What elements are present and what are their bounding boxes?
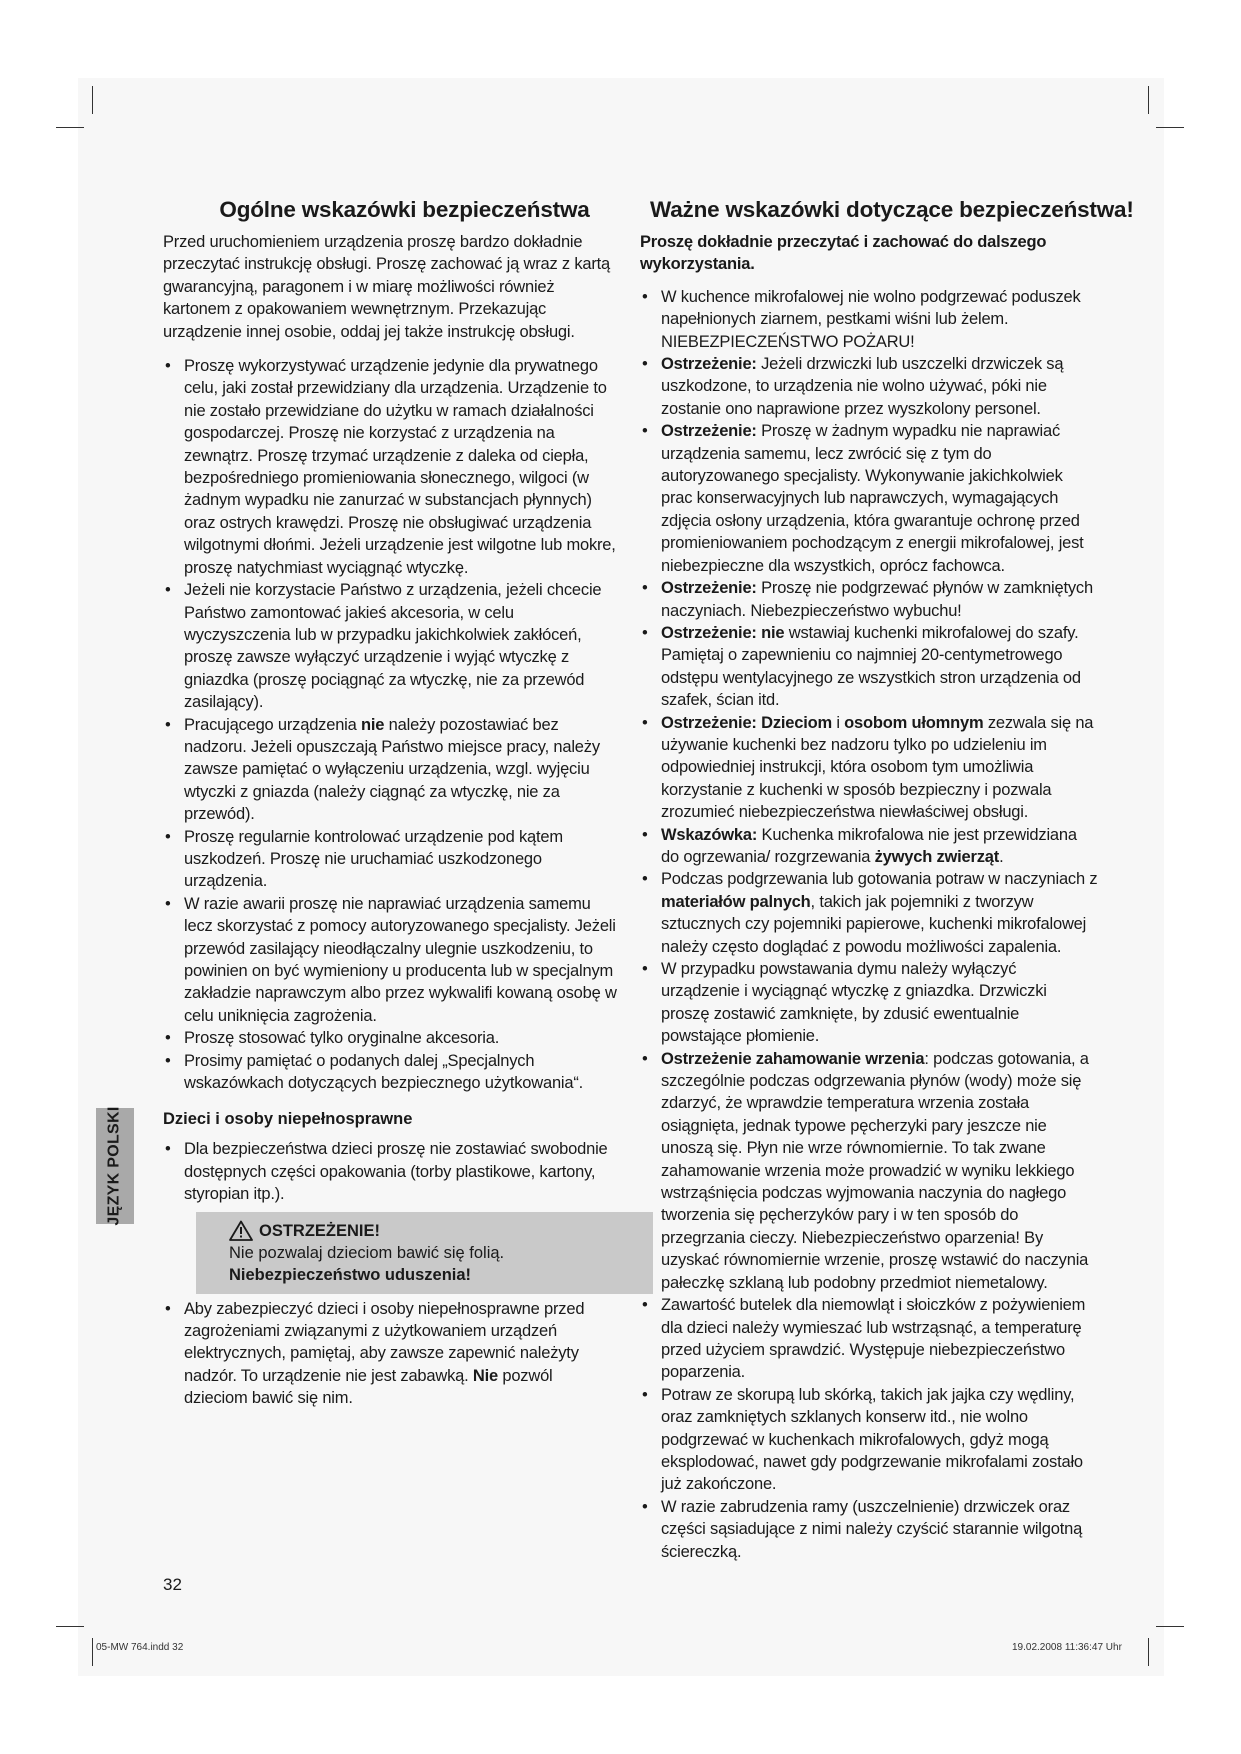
list-item: • Proszę stosować tylko oryginalne akcesoria. <box>163 1027 620 1049</box>
list-item: • Prosimy pamiętać o podanych dalej „Specjalnych wskazówkach dotyczących bezpiecznego użytkowania“. <box>163 1050 620 1095</box>
list-item: • W razie awarii proszę nie naprawiać urządzenia samemu lecz skorzystać z pomocy autoryzowanego specjalisty. Jeżeli przewód zasilający nieodłączalny ulegnie uszkodzeniu, to powinien on być wymieniony u producenta lub w specjalnym zakładzie naprawczym albo przez wykwalifi kowaną osobę w celu uniknięcia zagrożenia. <box>163 893 620 1027</box>
left-column <box>163 196 620 1410</box>
page-number: 32 <box>163 1575 182 1594</box>
print-slug-date: 19.02.2008 11:36:47 Uhr <box>1012 1642 1122 1653</box>
list-item: • Ostrzeżenie: Dzieciom i osobom ułomnym zezwala się na używanie kuchenki bez nadzoru tylko po udzieleniu im odpowiedniej instrukcji, która osobom tym umożliwia korzystanie z kuchenki w sposób bezpieczny i pozwala zrozumieć niebezpieczeństwa niewłaściwej obsługi. <box>640 712 1098 824</box>
list-item: • Potraw ze skorupą lub skórką, takich jak jajka czy wędliny, oraz zamkniętych szklanych konserw itd., nie wolno podgrzewać w kuchenkach mikrofalowych, gdyż mogą eksplodować, nawet gdy podgrzewanie mikrofalami zostało już zakończone. <box>640 1384 1098 1496</box>
list-item: • Wskazówka: Kuchenka mikrofalowa nie jest przewidziana do ogrzewania/ rozgrzewania żywych zwierząt. <box>640 824 1098 869</box>
right-title: Ważne wskazówki dotyczące bezpieczeństwa! <box>650 197 1134 222</box>
children-section-title: Dzieci i osoby niepełnosprawne <box>163 1110 413 1129</box>
right-column <box>640 196 1134 1563</box>
children-bullet-list <box>163 1138 620 1205</box>
list-item: • W kuchence mikrofalowej nie wolno podgrzewać poduszek napełnionych ziarnem, pestkami wiśni lub żelem. NIEBEZPIECZEŃSTWO POŻARU! <box>640 286 1098 353</box>
list-item: • Ostrzeżenie: Jeżeli drzwiczki lub uszczelki drzwiczek są uszkodzone, to urządzenia nie wolno używać, póki nie zostanie ono naprawione przez wyszkolony personel. <box>640 353 1098 420</box>
left-bullet-list <box>163 355 620 1094</box>
list-item: • W razie zabrudzenia ramy (uszczelnienie) drzwiczek oraz części sąsiadujące z nimi należy czyścić starannie wilgotną ściereczką. <box>640 1496 1098 1563</box>
left-intro: Przed uruchomieniem urządzenia proszę bardzo dokładnie przeczytać instrukcję obsługi. Proszę zachować ją wraz z kartą gwarancyjną, paragonem i w miarę możliwości również kartonem z opakowaniem wewnętrznym. Przekazując urządzenie innej osobie, oddaj jej także instrukcję obsługi. <box>163 233 611 341</box>
warning-line: Niebezpieczeństwo uduszenia! <box>229 1265 472 1284</box>
right-bullet-list <box>640 286 1098 1563</box>
crop-mark <box>1156 1626 1184 1627</box>
print-slug-file: 05-MW 764.indd 32 <box>96 1642 184 1653</box>
crop-mark <box>56 127 84 128</box>
warning-box <box>196 1212 653 1294</box>
list-item: • Pracującego urządzenia nie należy pozostawiać bez nadzoru. Jeżeli opuszczają Państwo miejsce pracy, należy zawsze pamiętać o wyłączeniu urządzenia, wzgl. wyjęciu wtyczki z gniazda (należy ciągnąć za wtyczkę, nie za przewód). <box>163 714 620 826</box>
list-item: • Zawartość butelek dla niemowląt i słoiczków z pożywieniem dla dzieci należy wymieszać lub wstrząsnąć, a temperaturę przed użyciem sprawdzić. Występuje niebezpieczeństwo poparzenia. <box>640 1294 1098 1384</box>
left-title: Ogólne wskazówki bezpieczeństwa <box>219 197 590 222</box>
children-bullet-list-2 <box>163 1298 620 1410</box>
list-item: • Jeżeli nie korzystacie Państwo z urządzenia, jeżeli chcecie Państwo zamontować jakieś akcesoria, w celu wyczyszczenia lub w przypadku jakichkolwiek zakłóceń, proszę zawsze wyłączyć urządzenie i wyjąć wtyczkę z gniazdka (proszę pociągnąć za wtyczkę, nie za przewód zasilający). <box>163 579 620 713</box>
warning-title: OSTRZEŻENIE! <box>229 1220 641 1242</box>
list-item: • Proszę regularnie kontrolować urządzenie pod kątem uszkodzeń. Proszę nie uruchamiać uszkodzonego urządzenia. <box>163 826 620 893</box>
list-item: • W przypadku powstawania dymu należy wyłączyć urządzenie i wyciągnąć wtyczkę z gniazdka. Drzwiczki proszę zostawić zamknięte, by zdusić ewentualnie powstające płomienie. <box>640 958 1098 1048</box>
crop-mark <box>92 1638 93 1666</box>
list-item: • Proszę wykorzystywać urządzenie jedynie dla prywatnego celu, jaki został przewidziany dla urządzenia. Urządzenie to nie zostało przewidziane do użytku w ramach działalności gospodarczej. Proszę nie korzystać z urządzenia na zewnątrz. Proszę trzymać urządzenie z daleka od ciepła, bezpośredniego promieniowania słonecznego, wilgoci (w żadnym wypadku nie zanurzać w substancjach płynnych) oraz ostrych krawędzi. Proszę nie obsługiwać urządzenia wilgotnymi dłońmi. Jeżeli urządzenie jest wilgotne lub mokre, proszę natychmiast wyciągnąć wtyczkę. <box>163 355 620 579</box>
language-label: JĘZYK POLSKI <box>106 1106 123 1226</box>
language-side-tab <box>96 1108 134 1224</box>
list-item: • Ostrzeżenie: nie wstawiaj kuchenki mikrofalowej do szafy. Pamiętaj o zapewnieniu co najmniej 20-centymetrowego odstępu wentylacyjnego ze wszystkich stron urządzenia od szafek, ścian itd. <box>640 622 1098 712</box>
list-item: • Aby zabezpieczyć dzieci i osoby niepełnosprawne przed zagrożeniami związanymi z użytkowaniem urządzeń elektrycznych, pamiętaj, aby zawsze zapewnić należyty nadzór. To urządzenie nie jest zabawką. Nie pozwól dzieciom bawić się nim. <box>163 1298 620 1410</box>
crop-mark <box>1156 127 1184 128</box>
warning-triangle-icon <box>229 1220 253 1241</box>
right-lead: Proszę dokładnie przeczytać i zachować do dalszego wykorzystania. <box>640 233 1047 274</box>
list-item: • Dla bezpieczeństwa dzieci proszę nie zostawiać swobodnie dostępnych części opakowania (torby plastikowe, kartony, styropian itp.). <box>163 1138 620 1205</box>
list-item: • Podczas podgrzewania lub gotowania potraw w naczyniach z materiałów palnych, takich jak pojemniki z tworzyw sztucznych czy pojemniki papierowe, kuchenki mikrofalowej należy często doglądać z powodu możliwości zapalenia. <box>640 868 1098 958</box>
list-item: • Ostrzeżenie: Proszę nie podgrzewać płynów w zamkniętych naczyniach. Niebezpieczeństwo wybuchu! <box>640 577 1098 622</box>
list-item: • Ostrzeżenie zahamowanie wrzenia: podczas gotowania, a szczególnie podczas odgrzewania płynów (wody) może się zdarzyć, że wprawdzie temperatura wrzenia została osiągnięta, jednak typowe pęcherzyki pary jeszcze nie unoszą się. Płyn nie wrze równomiernie. To tak zwane zahamowanie wrzenia może prowadzić w wyniku lekkiego wstrząśnięcia podczas wyjmowania naczynia do nagłego tworzenia się pęcherzyków pary i w ten sposób do przegrzania cieczy. Niebezpieczeństwo oparzenia! By uzyskać równomiernie wrzenie, proszę wstawić do naczynia pałeczkę szklaną lub podobny przedmiot niemetalowy. <box>640 1048 1098 1294</box>
crop-mark <box>1148 1638 1149 1666</box>
list-item: • Ostrzeżenie: Proszę w żadnym wypadku nie naprawiać urządzenia samemu, lecz zwrócić się z tym do autoryzowanego specjalisty. Wykonywanie jakichkolwiek prac konserwacyjnych lub naprawczych, wymagających zdjęcia osłony urządzenia, która gwarantuje ochronę przed promieniowaniem pochodzącym z energii mikrofalowej, jest niebezpieczne dla wszystkich, oprócz fachowca. <box>640 420 1098 577</box>
crop-mark <box>92 86 93 114</box>
crop-mark <box>1148 86 1149 114</box>
warning-line: Nie pozwalaj dzieciom bawić się folią. <box>229 1243 505 1262</box>
crop-mark <box>56 1626 84 1627</box>
